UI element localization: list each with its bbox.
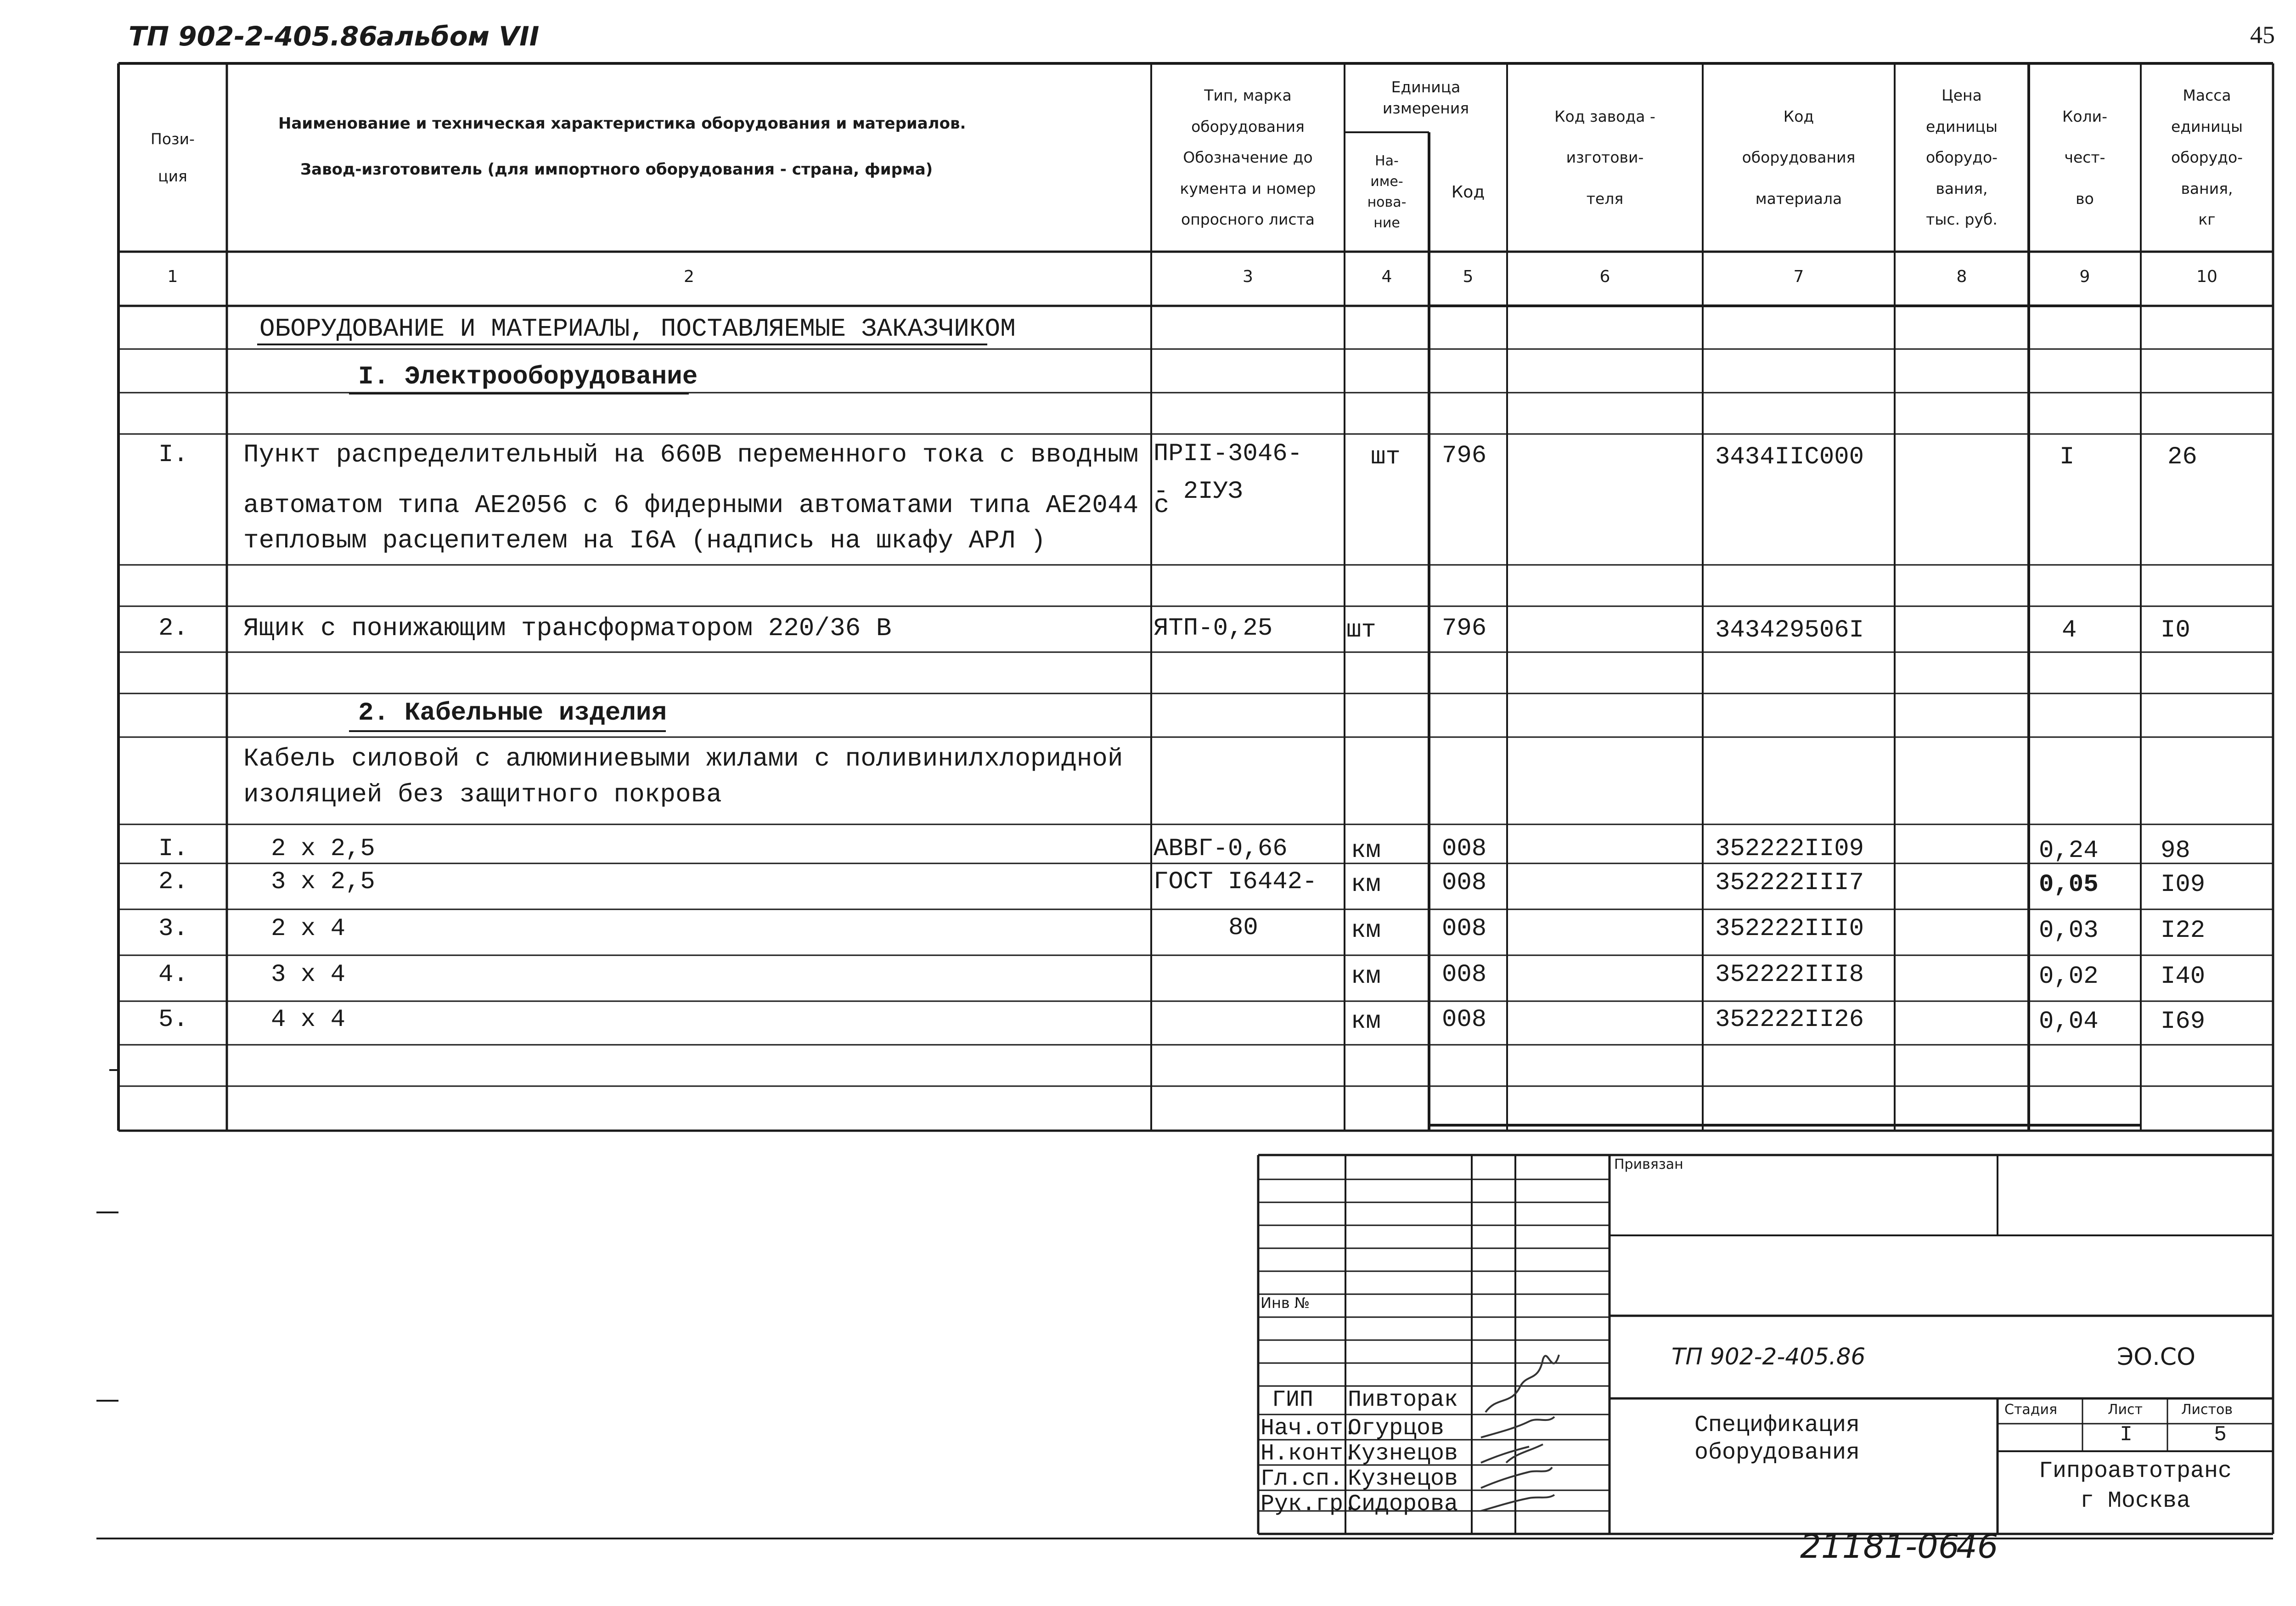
item-position: I.	[158, 441, 188, 469]
sheets-count: 5	[2214, 1423, 2227, 1447]
column-number: 8	[1956, 267, 1967, 286]
signature-scribbles	[1481, 1355, 1559, 1511]
bottom-page-number: 46	[1956, 1527, 1998, 1566]
column-number: 7	[1793, 267, 1804, 286]
organization-city: г Москва	[2080, 1488, 2191, 1514]
cable-mass: 98	[2161, 837, 2190, 865]
signer-role: Гл.сп.	[1261, 1466, 1344, 1492]
doc-title: оборудования	[1694, 1440, 1860, 1466]
item-equipment-code: 3434IIC000	[1715, 443, 1864, 471]
header-quantity: Коли- чест- во	[2062, 107, 2108, 208]
column-number: 10	[2196, 267, 2217, 286]
cable-equipment-code: 352222III7	[1715, 869, 1864, 897]
item-unit-code: 796	[1442, 614, 1487, 642]
column-number: 2	[684, 267, 694, 286]
section-title-cables: 2. Кабельные изделия	[358, 698, 667, 727]
cable-unit: км	[1351, 837, 1381, 865]
cable-type: АВВГ-0,66	[1154, 835, 1288, 863]
cable-size: 3 х 4	[271, 961, 346, 989]
signer-name: Огурцов	[1348, 1415, 1445, 1442]
stage-label: Стадия	[2004, 1402, 2058, 1418]
header-position: Пози- ция	[151, 130, 195, 185]
cable-position: 2.	[158, 868, 188, 896]
page-number: 45	[2250, 21, 2275, 49]
cable-quantity: 0,24	[2039, 837, 2099, 865]
cable-position: 4.	[158, 961, 188, 989]
cable-type: 80	[1228, 914, 1258, 942]
header-price: Цена единицы оборудо- вания, тыс. руб.	[1925, 86, 1998, 229]
cable-unit-code: 008	[1442, 1006, 1487, 1034]
header-name: Наименование и техническая характеристика оборудования и материалов. Завод-изготовитель (для импортного оборудования - страна, фирма)	[278, 114, 966, 179]
cable-unit: км	[1351, 963, 1381, 991]
privyazan-label: Привязан	[1614, 1156, 1683, 1172]
cable-description: изоляцией без защитного покрова	[243, 780, 722, 809]
archive-number: 21181-06	[1800, 1527, 1959, 1566]
cable-position: 3.	[158, 915, 188, 943]
cable-quantity: 0,04	[2039, 1008, 2099, 1036]
album-label: альбом VII	[377, 21, 540, 52]
item-type: ПРII-3046-	[1154, 440, 1303, 468]
cable-quantity: 0,05	[2039, 871, 2099, 899]
item-unit-code: 796	[1442, 442, 1487, 470]
item-type: ЯТП-0,25	[1154, 614, 1273, 642]
section-title-main: ОБОРУДОВАНИЕ И МАТЕРИАЛЫ, ПОСТАВЛЯЕМЫЕ ЗАКАЗЧИКОМ	[259, 314, 1016, 344]
cable-size: 2 х 2,5	[271, 835, 375, 863]
cable-equipment-code: 352222II26	[1715, 1006, 1864, 1034]
item-quantity: 4	[2062, 616, 2077, 644]
header-manufacturer-code: Код завода - изготови- теля	[1554, 107, 1655, 208]
cable-position: I.	[158, 835, 188, 863]
item-description: автоматом типа АЕ2056 с 6 фидерными автоматами типа АЕ2044 с	[243, 490, 1170, 520]
cable-unit-code: 008	[1442, 835, 1487, 863]
header-unit-code: Код	[1451, 182, 1485, 202]
cable-unit: км	[1351, 871, 1381, 899]
item-unit: шт	[1346, 616, 1376, 644]
sheet-number: I	[2120, 1423, 2133, 1447]
signer-role: Нач.от.	[1261, 1415, 1357, 1442]
cable-mass: I09	[2161, 871, 2206, 899]
cable-mass: I40	[2161, 963, 2206, 991]
header-mass: Масса единицы оборудо- вания, кг	[2171, 86, 2243, 229]
signer-name: Сидорова	[1348, 1491, 1458, 1517]
header-equipment-code: Код оборудования материала	[1742, 107, 1856, 208]
cable-size: 3 х 2,5	[271, 868, 375, 896]
header-unit: Единица измерения	[1382, 78, 1469, 117]
doc-title: Спецификация	[1694, 1412, 1860, 1438]
cable-size: 4 х 4	[271, 1006, 346, 1034]
cable-unit: км	[1351, 1008, 1381, 1036]
signer-role: Рук.гр.	[1261, 1491, 1357, 1517]
column-number: 1	[167, 267, 178, 286]
cable-quantity: 0,02	[2039, 963, 2099, 991]
item-description: тепловым расцепителем на I6А (надпись на шкафу АРЛ )	[243, 526, 1046, 555]
item-quantity: I	[2060, 443, 2075, 471]
signer-role: ГИП	[1272, 1387, 1314, 1413]
cable-equipment-code: 352222II09	[1715, 835, 1864, 863]
album-code: ТП 902-2-405.86	[129, 21, 377, 52]
cable-quantity: 0,03	[2039, 917, 2099, 945]
header-unit-name: На- име- нова- ние	[1367, 153, 1407, 231]
item-position: 2.	[158, 614, 188, 642]
signer-role: Н.конт.	[1261, 1441, 1357, 1467]
cable-equipment-code: 352222III8	[1715, 961, 1864, 989]
column-number: 9	[2079, 267, 2090, 286]
item-mass: 26	[2167, 443, 2197, 471]
item-type: - 2IУЗ	[1154, 478, 1243, 506]
signer-name: Кузнецов	[1348, 1441, 1458, 1467]
cable-unit: км	[1351, 917, 1381, 945]
column-number: 4	[1381, 267, 1392, 286]
doc-mark: ЭО.СО	[2117, 1343, 2196, 1371]
organization: Гипроавтотранс	[2038, 1458, 2232, 1484]
signer-name: Кузнецов	[1348, 1466, 1458, 1492]
cable-description: Кабель силовой с алюминиевыми жилами с поливинилхлоридной	[243, 744, 1123, 773]
cable-type: ГОСТ I6442-	[1154, 868, 1317, 896]
item-description: Ящик с понижающим трансформатором 220/36 В	[243, 614, 892, 643]
item-mass: I0	[2161, 616, 2190, 644]
item-unit: шт	[1371, 443, 1401, 471]
cable-size: 2 х 4	[271, 915, 346, 943]
signer-name: Пивторак	[1348, 1387, 1458, 1413]
column-number: 3	[1243, 267, 1253, 286]
item-description: Пункт распределительный на 660В переменного тока с вводным	[243, 440, 1139, 469]
section-title-electrical: I. Электрооборудование	[358, 362, 698, 391]
doc-code: ТП 902-2-405.86	[1671, 1343, 1866, 1370]
cable-mass: I69	[2161, 1008, 2206, 1036]
sheets-label: Листов	[2181, 1402, 2233, 1418]
cable-equipment-code: 352222III0	[1715, 915, 1864, 943]
column-number: 6	[1599, 267, 1610, 286]
inventory-label: Инв №	[1261, 1294, 1310, 1312]
cable-unit-code: 008	[1442, 869, 1487, 897]
cable-position: 5.	[158, 1006, 188, 1034]
header-type: Тип, марка оборудования Обозначение до кумента и номер опросного листа	[1180, 86, 1316, 229]
cable-unit-code: 008	[1442, 961, 1487, 989]
cable-mass: I22	[2161, 917, 2206, 945]
cable-unit-code: 008	[1442, 915, 1487, 943]
item-equipment-code: 343429506I	[1715, 616, 1864, 644]
column-number: 5	[1463, 267, 1474, 286]
sheet-label: Лист	[2108, 1402, 2143, 1418]
